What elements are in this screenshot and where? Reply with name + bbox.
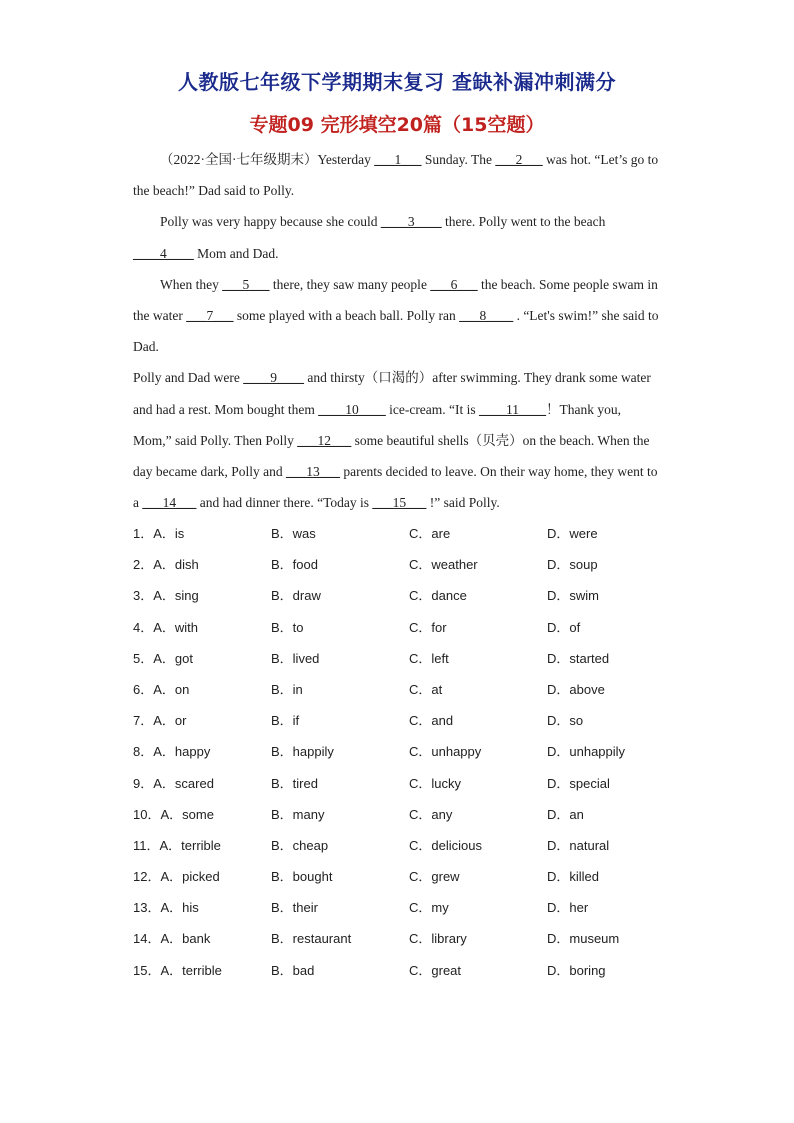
option-b: B．their (271, 900, 318, 916)
blank-14: ___14___ (142, 495, 197, 511)
page-subtitle: 专题09 完形填空20篇（15空题） (249, 114, 545, 136)
option-c: C．and (409, 713, 454, 729)
option-a (133, 518, 184, 549)
option-d: D．swim (547, 588, 599, 604)
question-row (133, 830, 673, 861)
option-b: B．in (271, 681, 303, 697)
option-b: B．draw (271, 588, 321, 604)
option-b: B．many (271, 806, 325, 822)
question-row (133, 674, 673, 705)
option-a-text: A．bank (160, 931, 211, 947)
option-b: B．if (271, 713, 300, 729)
option-a-text: A．terrible (159, 837, 221, 853)
option-d: D．started (547, 650, 610, 666)
option-a (133, 580, 199, 611)
option-b: B．bad (271, 962, 315, 978)
question-row (133, 643, 673, 674)
option-c: C．delicious (409, 837, 482, 853)
option-b: B．was (271, 526, 316, 541)
passage-text: there, they saw many people (269, 276, 431, 292)
option-b: B．to (271, 619, 304, 635)
passage-text: there. Polly went to the beach (441, 214, 606, 230)
passage-text: and thirsty（口渴的）after swimming. They drank some water and had a rest. Mom bought them (133, 370, 651, 417)
question-row (133, 549, 673, 580)
paragraph-1 (133, 144, 663, 206)
option-d: D．soup (547, 557, 598, 573)
question-number: 5． (133, 650, 154, 666)
passage-text: Mom and Dad. (193, 245, 279, 261)
option-a (133, 549, 199, 580)
passage-text: （2022·全国·七年级期末）Yesterday (160, 152, 375, 167)
question-row (133, 612, 673, 643)
blank-8: ___8____ (459, 308, 514, 324)
blank-5: ___5___ (222, 276, 270, 292)
option-b: B．happily (271, 744, 334, 760)
option-a (133, 861, 220, 892)
option-a-text: A．dish (153, 557, 199, 573)
option-a-text: A．terrible (160, 962, 222, 978)
passage-text: parents decided to leave. On their way home, they went to a (133, 464, 658, 511)
question-row (133, 861, 673, 892)
blank-11: ____11____ (479, 401, 547, 417)
option-c: C．dance (409, 588, 467, 604)
passage-text: Polly was very happy because she could (160, 214, 381, 230)
blank-2: ___2___ (495, 152, 543, 167)
question-row (133, 705, 673, 736)
option-a-text: A．with (153, 619, 199, 635)
option-d: D．boring (547, 962, 606, 978)
passage-text: the beach. Some people swam in the water (133, 276, 658, 324)
option-d: D．of (547, 619, 581, 635)
question-number: 8． (133, 744, 154, 760)
blank-6: ___6___ (430, 276, 478, 292)
option-d: D．special (547, 775, 610, 791)
blank-4: ____4____ (133, 245, 194, 261)
question-number: 9． (133, 775, 154, 791)
question-row (133, 799, 673, 830)
option-d: D．an (547, 806, 584, 822)
option-a-text: A．got (153, 650, 193, 666)
passage-text: . “Let's swim!” she said to Dad. (133, 308, 659, 355)
blank-10: ____10____ (318, 401, 386, 417)
option-b: B．cheap (271, 837, 329, 853)
option-c: C．unhappy (409, 744, 482, 760)
page-title: 人教版七年级下学期期末复习 查缺补漏冲刺满分 (178, 70, 616, 94)
option-a-text: A．is (153, 526, 185, 541)
option-c: C．library (409, 931, 467, 947)
option-d: D．killed (547, 869, 600, 885)
question-number: 3． (133, 588, 154, 604)
question-row (133, 518, 673, 549)
passage-text: some beautiful shells（贝壳）on the beach. When the day became dark, Polly and (133, 432, 650, 480)
option-d: D．above (547, 681, 605, 697)
option-a (133, 643, 193, 674)
blank-1: ___1___ (374, 152, 422, 167)
passage-text: ！Thank you, Mom,” said Polly. Then Polly (133, 401, 622, 448)
option-a (133, 674, 189, 705)
question-row (133, 768, 673, 799)
blank-3: ____3____ (380, 214, 442, 230)
option-d: D．her (547, 900, 589, 916)
passage-text: !” said Polly. (426, 495, 500, 511)
option-c: C．great (409, 962, 462, 978)
option-a (133, 736, 210, 767)
question-row (133, 892, 673, 923)
question-row (133, 580, 673, 611)
question-number: 7． (133, 713, 154, 729)
option-a (133, 830, 221, 861)
option-d: D．unhappily (547, 744, 626, 760)
passage-text: Sunday. The (421, 152, 496, 167)
option-a-text: A．or (153, 713, 187, 729)
option-c: C．grew (409, 869, 460, 885)
option-a-text: A．some (160, 806, 214, 822)
option-a-text: A．sing (153, 588, 199, 604)
option-c: C．weather (409, 557, 478, 573)
option-c: C．at (409, 681, 443, 697)
option-c: C．for (409, 619, 447, 635)
option-a-text: A．scared (153, 775, 214, 791)
option-a (133, 923, 210, 954)
option-b: B．lived (271, 650, 320, 666)
passage-text: and had dinner there. “Today is (196, 495, 373, 511)
passage-text: Polly and Dad were (133, 370, 244, 386)
option-a (133, 705, 186, 736)
question-number: 13． (133, 900, 161, 916)
option-c: C．lucky (409, 775, 462, 791)
option-c: C．are (409, 526, 451, 541)
question-number: 6． (133, 681, 154, 697)
paragraph-4 (133, 362, 663, 518)
option-d: D．museum (547, 931, 620, 947)
option-a-text: A．his (160, 900, 199, 916)
question-number: 2． (133, 557, 154, 573)
question-number: 12． (133, 869, 161, 885)
option-a (133, 955, 222, 986)
option-a (133, 892, 199, 923)
passage-text: ice-cream. “It is (385, 401, 480, 417)
option-a-text: A．picked (160, 869, 220, 885)
question-number: 14． (133, 931, 161, 947)
blank-12: ___12___ (297, 432, 352, 448)
option-b: B．bought (271, 869, 333, 885)
passage-text: some played with a beach ball. Polly ran (233, 308, 460, 324)
paragraph-3 (133, 269, 663, 363)
paragraph-2 (133, 206, 663, 268)
options-list (133, 518, 673, 986)
question-number: 10． (133, 806, 161, 822)
option-b: B．tired (271, 775, 318, 791)
question-number: 11． (133, 837, 160, 853)
question-row (133, 736, 673, 767)
question-row (133, 923, 673, 954)
blank-7: ___7___ (186, 308, 234, 324)
option-b: B．restaurant (271, 931, 352, 947)
option-d: D．natural (547, 837, 610, 853)
option-c: C．my (409, 900, 449, 916)
question-number: 1． (133, 526, 154, 541)
question-row (133, 955, 673, 986)
option-c: C．left (409, 650, 449, 666)
option-b: B．food (271, 557, 318, 573)
option-a-text: A．happy (153, 744, 211, 760)
option-a (133, 799, 214, 830)
passage-text: was hot. “Let’s go to the beach!” Dad said to Polly. (133, 152, 659, 199)
question-number: 15． (133, 962, 161, 978)
question-number: 4． (133, 619, 154, 635)
option-a (133, 768, 214, 799)
blank-15: ___15___ (372, 495, 427, 511)
option-a-text: A．on (153, 681, 190, 697)
option-c: C．any (409, 806, 453, 822)
option-d: D．were (547, 526, 598, 541)
option-a (133, 612, 198, 643)
blank-13: ___13___ (285, 464, 340, 480)
option-d: D．so (547, 713, 584, 729)
blank-9: ____9____ (243, 370, 304, 386)
passage-text: When they (160, 276, 223, 292)
passage (133, 144, 663, 518)
